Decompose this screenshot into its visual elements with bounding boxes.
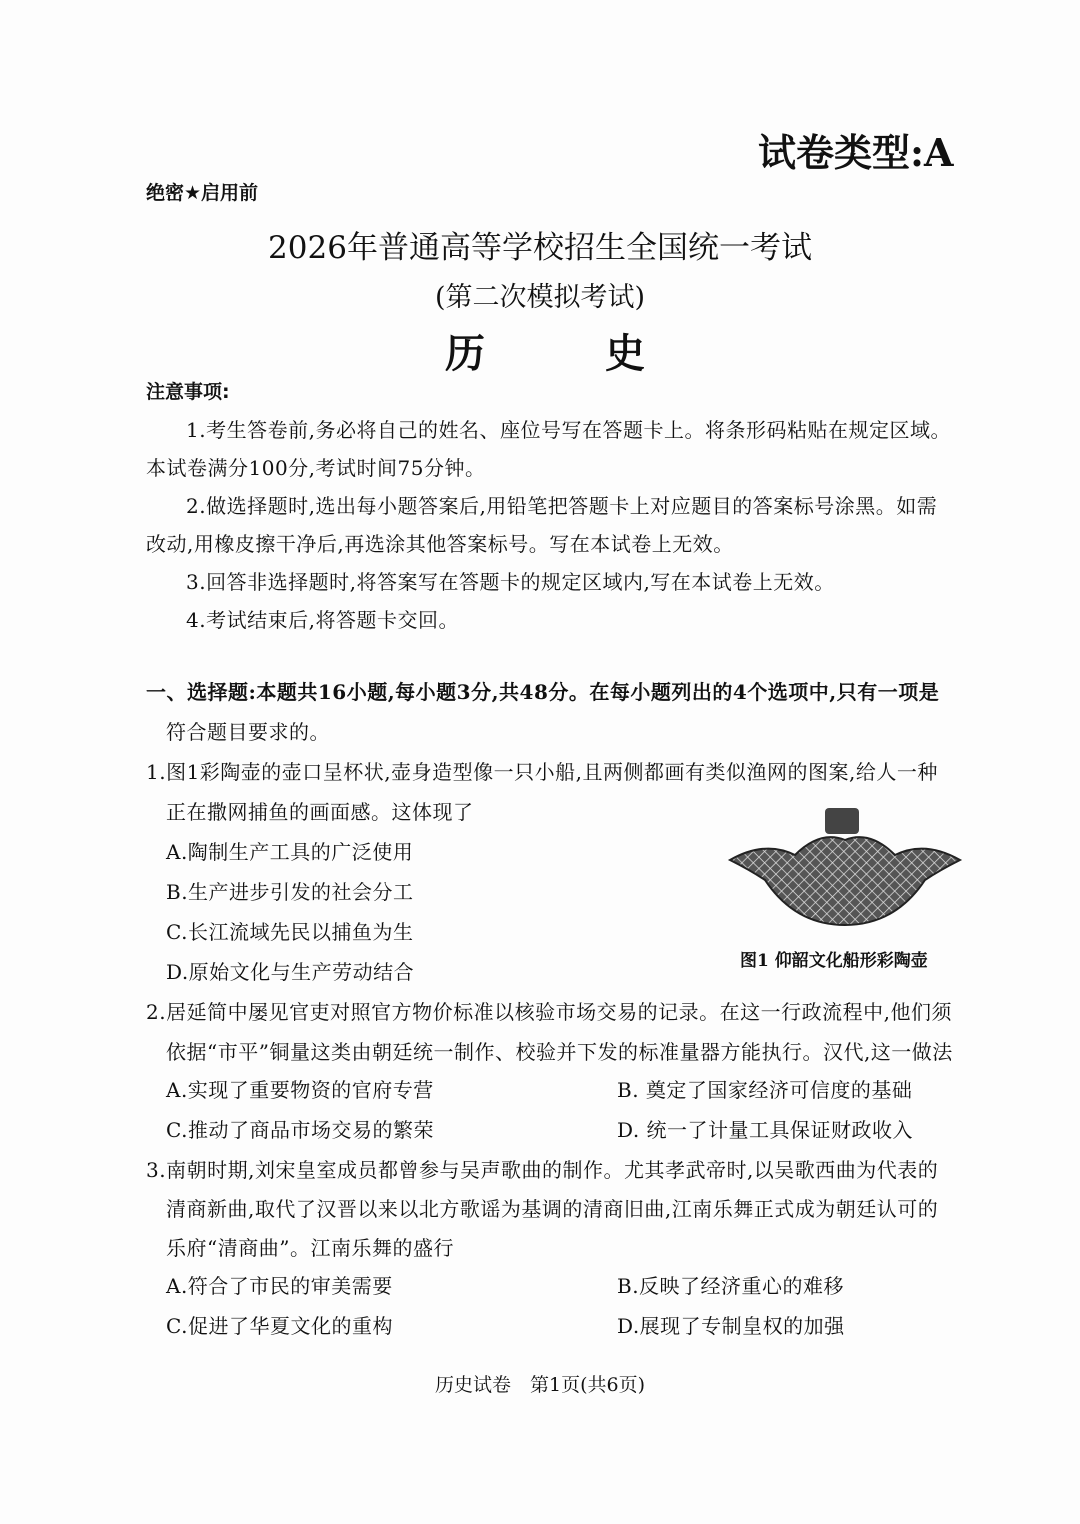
q1-stem: 正在撒网捕鱼的画面感。这体现了 xyxy=(166,800,474,824)
notice-line: 1.考生答卷前,务必将自己的姓名、座位号写在答题卡上。将条形码粘贴在规定区域。 xyxy=(186,418,951,442)
page-footer: 历史试卷 第1页(共6页) xyxy=(434,1374,645,1396)
q2-option-c: C.推动了商品市场交易的繁荣 xyxy=(166,1118,434,1142)
q1-option-b: B.生产进步引发的社会分工 xyxy=(166,880,414,904)
q3-option-d: D.展现了专制皇权的加强 xyxy=(617,1314,845,1338)
q1-option-c: C.长江流域先民以捕鱼为生 xyxy=(166,920,414,944)
notice-line: 2.做选择题时,选出每小题答案后,用铅笔把答题卡上对应题目的答案标号涂黑。如需 xyxy=(186,494,938,518)
q2-option-a: A.实现了重要物资的官府专营 xyxy=(166,1078,434,1102)
q2-stem: 2.居延简中屡见官吏对照官方物价标准以核验市场交易的记录。在这一行政流程中,他们须 xyxy=(146,1000,952,1024)
q3-stem: 清商新曲,取代了汉晋以来以北方歌谣为基调的清商旧曲,江南乐舞正式成为朝廷认可的 xyxy=(166,1197,939,1221)
q2-option-b: B. 奠定了国家经济可信度的基础 xyxy=(617,1078,913,1102)
q1-stem: 1.图1彩陶壶的壶口呈杯状,壶身造型像一只小船,且两侧都画有类似渔网的图案,给人一种 xyxy=(146,760,938,784)
notice-line: 改动,用橡皮擦干净后,再选涂其他答案标号。写在本试卷上无效。 xyxy=(146,532,734,556)
paper-type: 试卷类型:A xyxy=(758,130,954,175)
figure-caption: 图1 仰韶文化船形彩陶壶 xyxy=(740,951,928,971)
subject-title: 历 史 xyxy=(445,330,685,377)
q1-option-d: D.原始文化与生产劳动结合 xyxy=(166,960,415,984)
q2-stem: 依据“市平”铜量这类由朝廷统一制作、校验并下发的标准量器方能执行。汉代,这一做法 xyxy=(166,1040,953,1064)
q3-option-b: B.反映了经济重心的难移 xyxy=(617,1274,845,1298)
q3-option-a: A.符合了市民的审美需要 xyxy=(166,1274,393,1298)
exam-title: 2026年普通高等学校招生全国统一考试 xyxy=(268,230,812,266)
secret-label: 绝密★启用前 xyxy=(146,182,259,204)
q1-option-a: A.陶制生产工具的广泛使用 xyxy=(166,840,414,864)
notice-heading: 注意事项: xyxy=(146,381,230,403)
q2-option-d: D. 统一了计量工具保证财政收入 xyxy=(617,1118,914,1142)
notice-line: 本试卷满分100分,考试时间75分钟。 xyxy=(146,456,486,480)
boat-pottery-figure xyxy=(725,800,965,930)
q3-stem: 乐府“清商曲”。江南乐舞的盛行 xyxy=(166,1236,454,1260)
q3-option-c: C.促进了华夏文化的重构 xyxy=(166,1314,393,1338)
section-heading-cont: 符合题目要求的。 xyxy=(166,720,330,744)
section-heading: 一、选择题:本题共16小题,每小题3分,共48分。在每小题列出的4个选项中,只有一项是 xyxy=(146,680,940,704)
exam-subtitle: (第二次模拟考试) xyxy=(434,282,646,313)
q3-stem: 3.南朝时期,刘宋皇室成员都曾参与吴声歌曲的制作。尤其孝武帝时,以吴歌西曲为代表的 xyxy=(146,1158,939,1182)
notice-line: 3.回答非选择题时,将答案写在答题卡的规定区域内,写在本试卷上无效。 xyxy=(186,570,835,594)
notice-line: 4.考试结束后,将答题卡交回。 xyxy=(186,608,459,632)
